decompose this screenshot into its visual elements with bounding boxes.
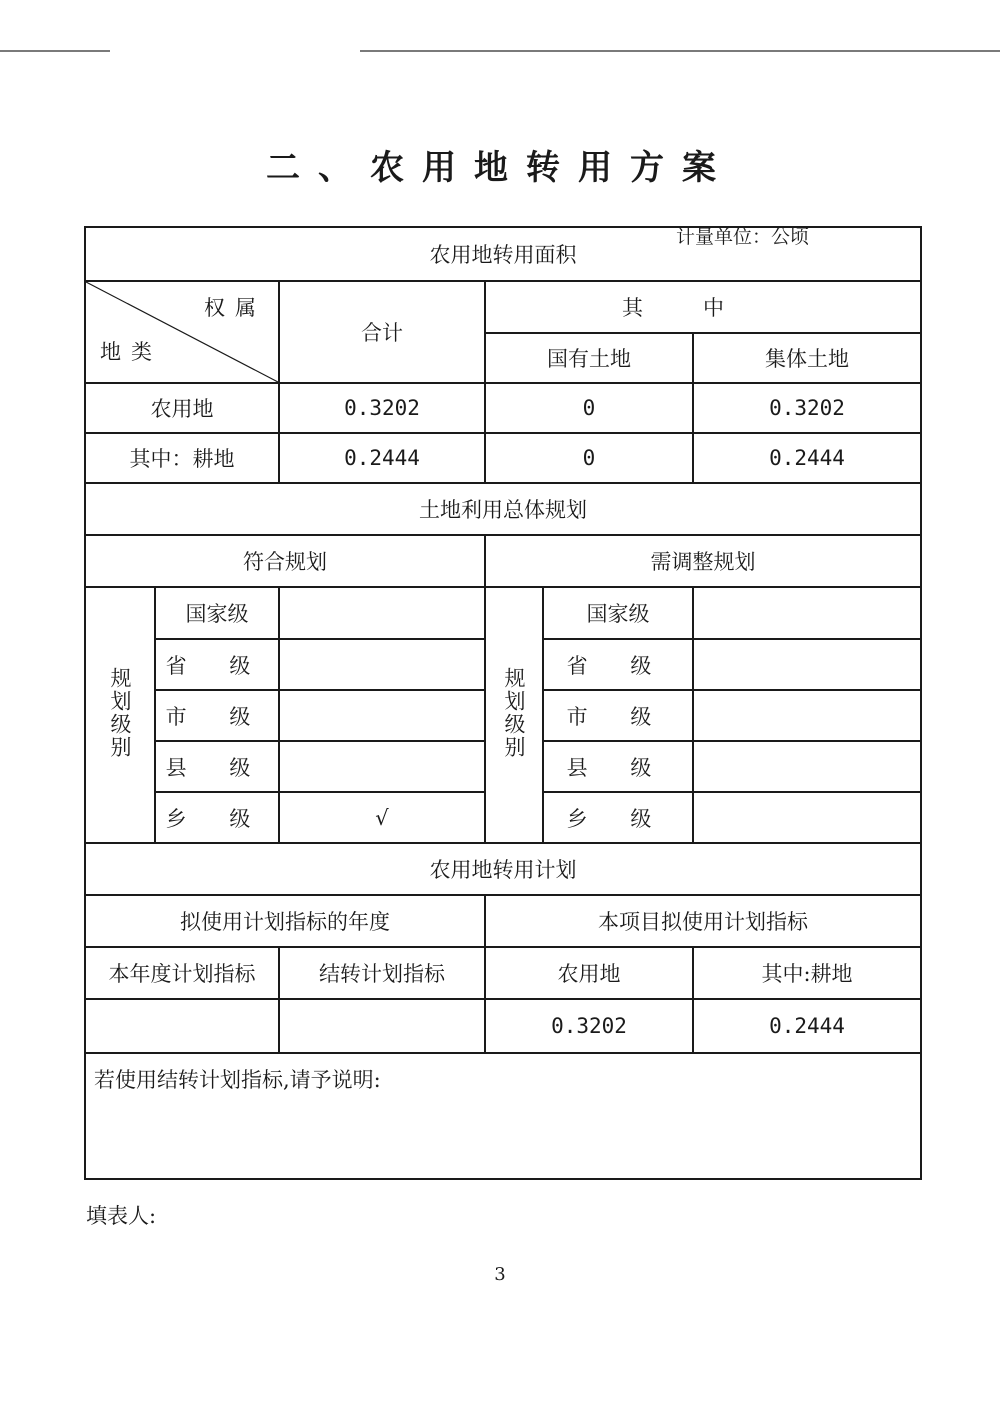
area-section-header: 农用地转用面积 xyxy=(85,227,921,281)
carry-over-value xyxy=(279,999,485,1053)
planning-section-header: 土地利用总体规划 xyxy=(85,483,921,535)
row-label: 农用地 xyxy=(85,383,279,433)
compliant-mark: √ xyxy=(279,792,485,843)
collective-land-header: 集体土地 xyxy=(693,333,921,383)
page-title: 二、农用地转用方案 xyxy=(266,148,734,188)
level-name: 省 级 xyxy=(155,639,279,690)
plan-level-label: 规划级别 xyxy=(85,587,155,843)
adjust-mark xyxy=(693,639,921,690)
adjust-mark xyxy=(693,587,921,639)
level-name: 乡 级 xyxy=(543,792,693,843)
cultivated-land-header: 其中:耕地 xyxy=(693,947,921,999)
page-number: 3 xyxy=(494,1264,506,1285)
diagonal-header-cell xyxy=(85,281,279,383)
project-indicator-header: 本项目拟使用计划指标 xyxy=(485,895,921,947)
carry-over-explanation xyxy=(85,1053,921,1179)
level-name: 乡 级 xyxy=(155,792,279,843)
measurement-unit: 计量单位：公顷 xyxy=(676,226,810,248)
level-name: 县 级 xyxy=(543,741,693,792)
scan-edge-line xyxy=(360,50,1000,52)
adjust-mark xyxy=(693,741,921,792)
adjust-plan-header: 需调整规划 xyxy=(485,535,921,587)
state-value: 0 xyxy=(485,383,693,433)
agri-land-header: 农用地 xyxy=(485,947,693,999)
among-header: 其中 xyxy=(485,281,921,333)
compliant-plan-header: 符合规划 xyxy=(85,535,485,587)
level-name: 国家级 xyxy=(155,587,279,639)
explanation-label: 若使用结转计划指标,请予说明: xyxy=(94,1068,381,1092)
compliant-mark xyxy=(279,587,485,639)
total-value: 0.3202 xyxy=(279,383,485,433)
total-value: 0.2444 xyxy=(279,433,485,483)
plan-year-header: 拟使用计划指标的年度 xyxy=(85,895,485,947)
level-name: 市 级 xyxy=(543,690,693,741)
ownership-label: 权属 xyxy=(204,296,266,320)
plan-level-label: 规划级别 xyxy=(485,587,543,843)
total-header: 合计 xyxy=(279,281,485,383)
collective-value: 0.3202 xyxy=(693,383,921,433)
state-value: 0 xyxy=(485,433,693,483)
table-row xyxy=(85,383,921,433)
this-year-indicator-header: 本年度计划指标 xyxy=(85,947,279,999)
row-label: 其中：耕地 xyxy=(85,433,279,483)
state-land-header: 国有土地 xyxy=(485,333,693,383)
table-row xyxy=(85,433,921,483)
compliant-mark xyxy=(279,690,485,741)
land-type-label: 地类 xyxy=(100,340,162,364)
table-row xyxy=(85,587,921,639)
this-year-value xyxy=(85,999,279,1053)
scan-edge-line xyxy=(0,50,110,52)
plan-section-header: 农用地转用计划 xyxy=(85,843,921,895)
table-row xyxy=(85,999,921,1053)
level-name: 市 级 xyxy=(155,690,279,741)
compliant-mark xyxy=(279,639,485,690)
conversion-form-table xyxy=(84,226,922,1180)
collective-value: 0.2444 xyxy=(693,433,921,483)
carry-over-indicator-header: 结转计划指标 xyxy=(279,947,485,999)
compliant-mark xyxy=(279,741,485,792)
level-name: 国家级 xyxy=(543,587,693,639)
level-name: 县 级 xyxy=(155,741,279,792)
cultivated-land-value: 0.2444 xyxy=(693,999,921,1053)
adjust-mark xyxy=(693,792,921,843)
level-name: 省 级 xyxy=(543,639,693,690)
agri-land-value: 0.3202 xyxy=(485,999,693,1053)
form-filler-label: 填表人: xyxy=(86,1204,157,1228)
adjust-mark xyxy=(693,690,921,741)
